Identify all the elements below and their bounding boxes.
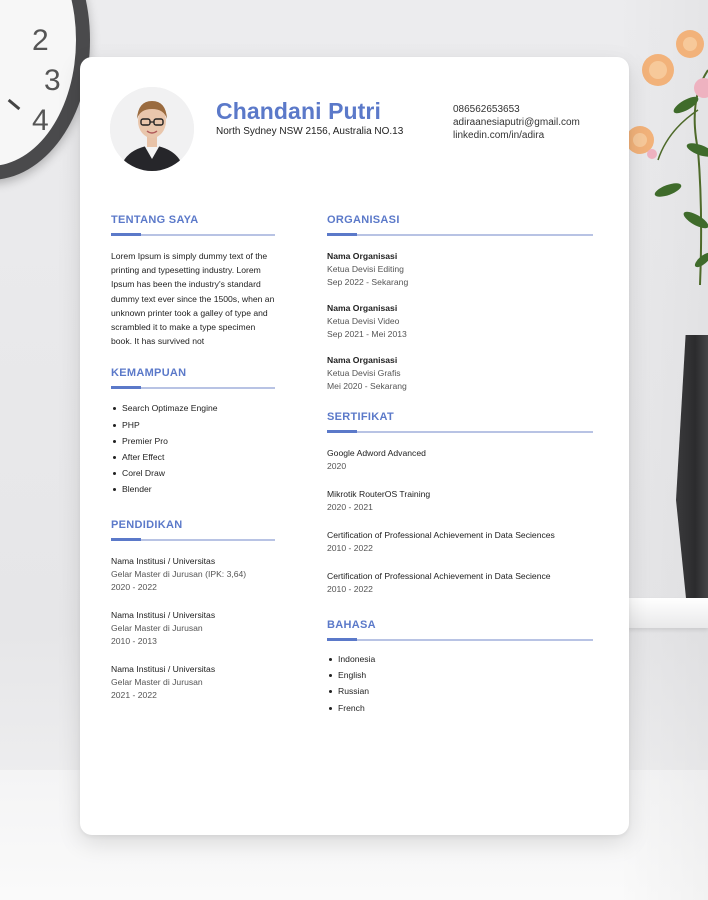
contact-email: adiraanesiaputri@gmail.com (453, 117, 580, 128)
section-divider (327, 234, 593, 236)
organization-entry (327, 250, 593, 289)
contact-info (453, 103, 580, 142)
organization-period: Sep 2021 - Mei 2013 (327, 329, 407, 339)
clock-face (0, 0, 76, 166)
clock-number-3: 3 (44, 64, 61, 97)
left-column (111, 214, 275, 715)
candidate-address: North Sydney NSW 2156, Australia NO.13 (216, 126, 404, 137)
certificate-year: 2020 (327, 461, 347, 471)
education-entry (111, 609, 275, 648)
section-divider (111, 234, 275, 236)
organization-name: Nama Organisasi (327, 251, 398, 261)
languages-list (327, 651, 593, 716)
organization-entry (327, 302, 593, 341)
degree: Gelar Master di Jurusan (IPK: 3,64) (111, 568, 247, 579)
person-avatar-icon (110, 87, 194, 171)
section-divider (327, 431, 593, 433)
organization-title: ORGANISASI (327, 214, 400, 226)
certificates-title: SERTIFIKAT (327, 411, 394, 423)
education-entry (111, 555, 275, 594)
skills-section (111, 367, 275, 497)
organization-role: Ketua Devisi Grafis (327, 368, 401, 378)
list-item: PHP (111, 417, 275, 433)
profile-photo (110, 87, 194, 171)
certificates-section (327, 411, 593, 596)
certificate-year: 2010 - 2022 (327, 584, 373, 594)
skills-title: KEMAMPUAN (111, 367, 187, 380)
organization-section (327, 214, 593, 393)
about-text: Lorem Ipsum is simply dummy text of the printing and typesetting industry. Lorem Ipsum has been the industry's standard dummy text ever since the 1500s, when an unknown printer took a galley of type and scrambled it to make a type specimen book. It has survived not (111, 251, 275, 347)
certificate-entry (327, 488, 593, 514)
clock-hand (8, 99, 21, 110)
about-title: TENTANG SAYA (111, 214, 199, 226)
list-item: Premier Pro (111, 433, 275, 449)
about-section (111, 214, 275, 348)
resume-card (80, 57, 629, 835)
wall-clock (0, 0, 90, 180)
list-item: Search Optimaze Engine (111, 400, 275, 416)
list-item: French (327, 700, 593, 716)
list-item: Russian (327, 683, 593, 699)
institution-name: Nama Institusi / Universitas (111, 609, 216, 620)
certificate-name: Mikrotik RouterOS Training (327, 489, 431, 499)
flower-plant (628, 10, 708, 290)
clock-number-4: 4 (32, 104, 49, 137)
years: 2010 - 2013 (111, 635, 157, 646)
organization-name: Nama Organisasi (327, 303, 398, 313)
list-item: English (327, 667, 593, 683)
institution-name: Nama Institusi / Universitas (111, 663, 216, 674)
years: 2021 - 2022 (111, 689, 157, 700)
section-divider (111, 539, 275, 541)
certificate-name: Certification of Professional Achievement in Data Seciences (327, 530, 555, 540)
certificate-year: 2020 - 2021 (327, 502, 373, 512)
organization-entry (327, 354, 593, 393)
institution-name: Nama Institusi / Universitas (111, 555, 216, 566)
candidate-name: Chandani Putri (216, 98, 381, 124)
degree: Gelar Master di Jurusan (111, 676, 203, 687)
right-column (327, 214, 593, 716)
contact-phone: 086562653653 (453, 104, 520, 115)
organization-role: Ketua Devisi Editing (327, 264, 404, 274)
list-item: After Effect (111, 449, 275, 465)
education-entry (111, 663, 275, 702)
organization-period: Mei 2020 - Sekarang (327, 381, 407, 391)
degree: Gelar Master di Jurusan (111, 622, 203, 633)
certificate-entry (327, 570, 593, 596)
clock-number-2: 2 (32, 24, 49, 57)
list-item: Blender (111, 481, 275, 497)
organization-role: Ketua Devisi Video (327, 316, 400, 326)
skills-list (111, 400, 275, 497)
list-item: Corel Draw (111, 465, 275, 481)
section-divider (327, 639, 593, 641)
contact-linkedin: linkedin.com/in/adira (453, 130, 545, 141)
shelf (628, 598, 708, 628)
languages-section (327, 619, 593, 716)
organization-name: Nama Organisasi (327, 355, 398, 365)
organization-period: Sep 2022 - Sekarang (327, 277, 409, 287)
certificate-year: 2010 - 2022 (327, 543, 373, 553)
list-item: Indonesia (327, 651, 593, 667)
certificate-entry (327, 529, 593, 555)
languages-title: BAHASA (327, 619, 376, 631)
education-title: PENDIDIKAN (111, 518, 183, 531)
certificate-name: Certification of Professional Achievement in Data Secience (327, 571, 551, 581)
certificate-name: Google Adword Advanced (327, 448, 426, 458)
years: 2020 - 2022 (111, 581, 157, 592)
section-divider (111, 387, 275, 389)
certificate-entry (327, 447, 593, 473)
education-section (111, 519, 275, 702)
